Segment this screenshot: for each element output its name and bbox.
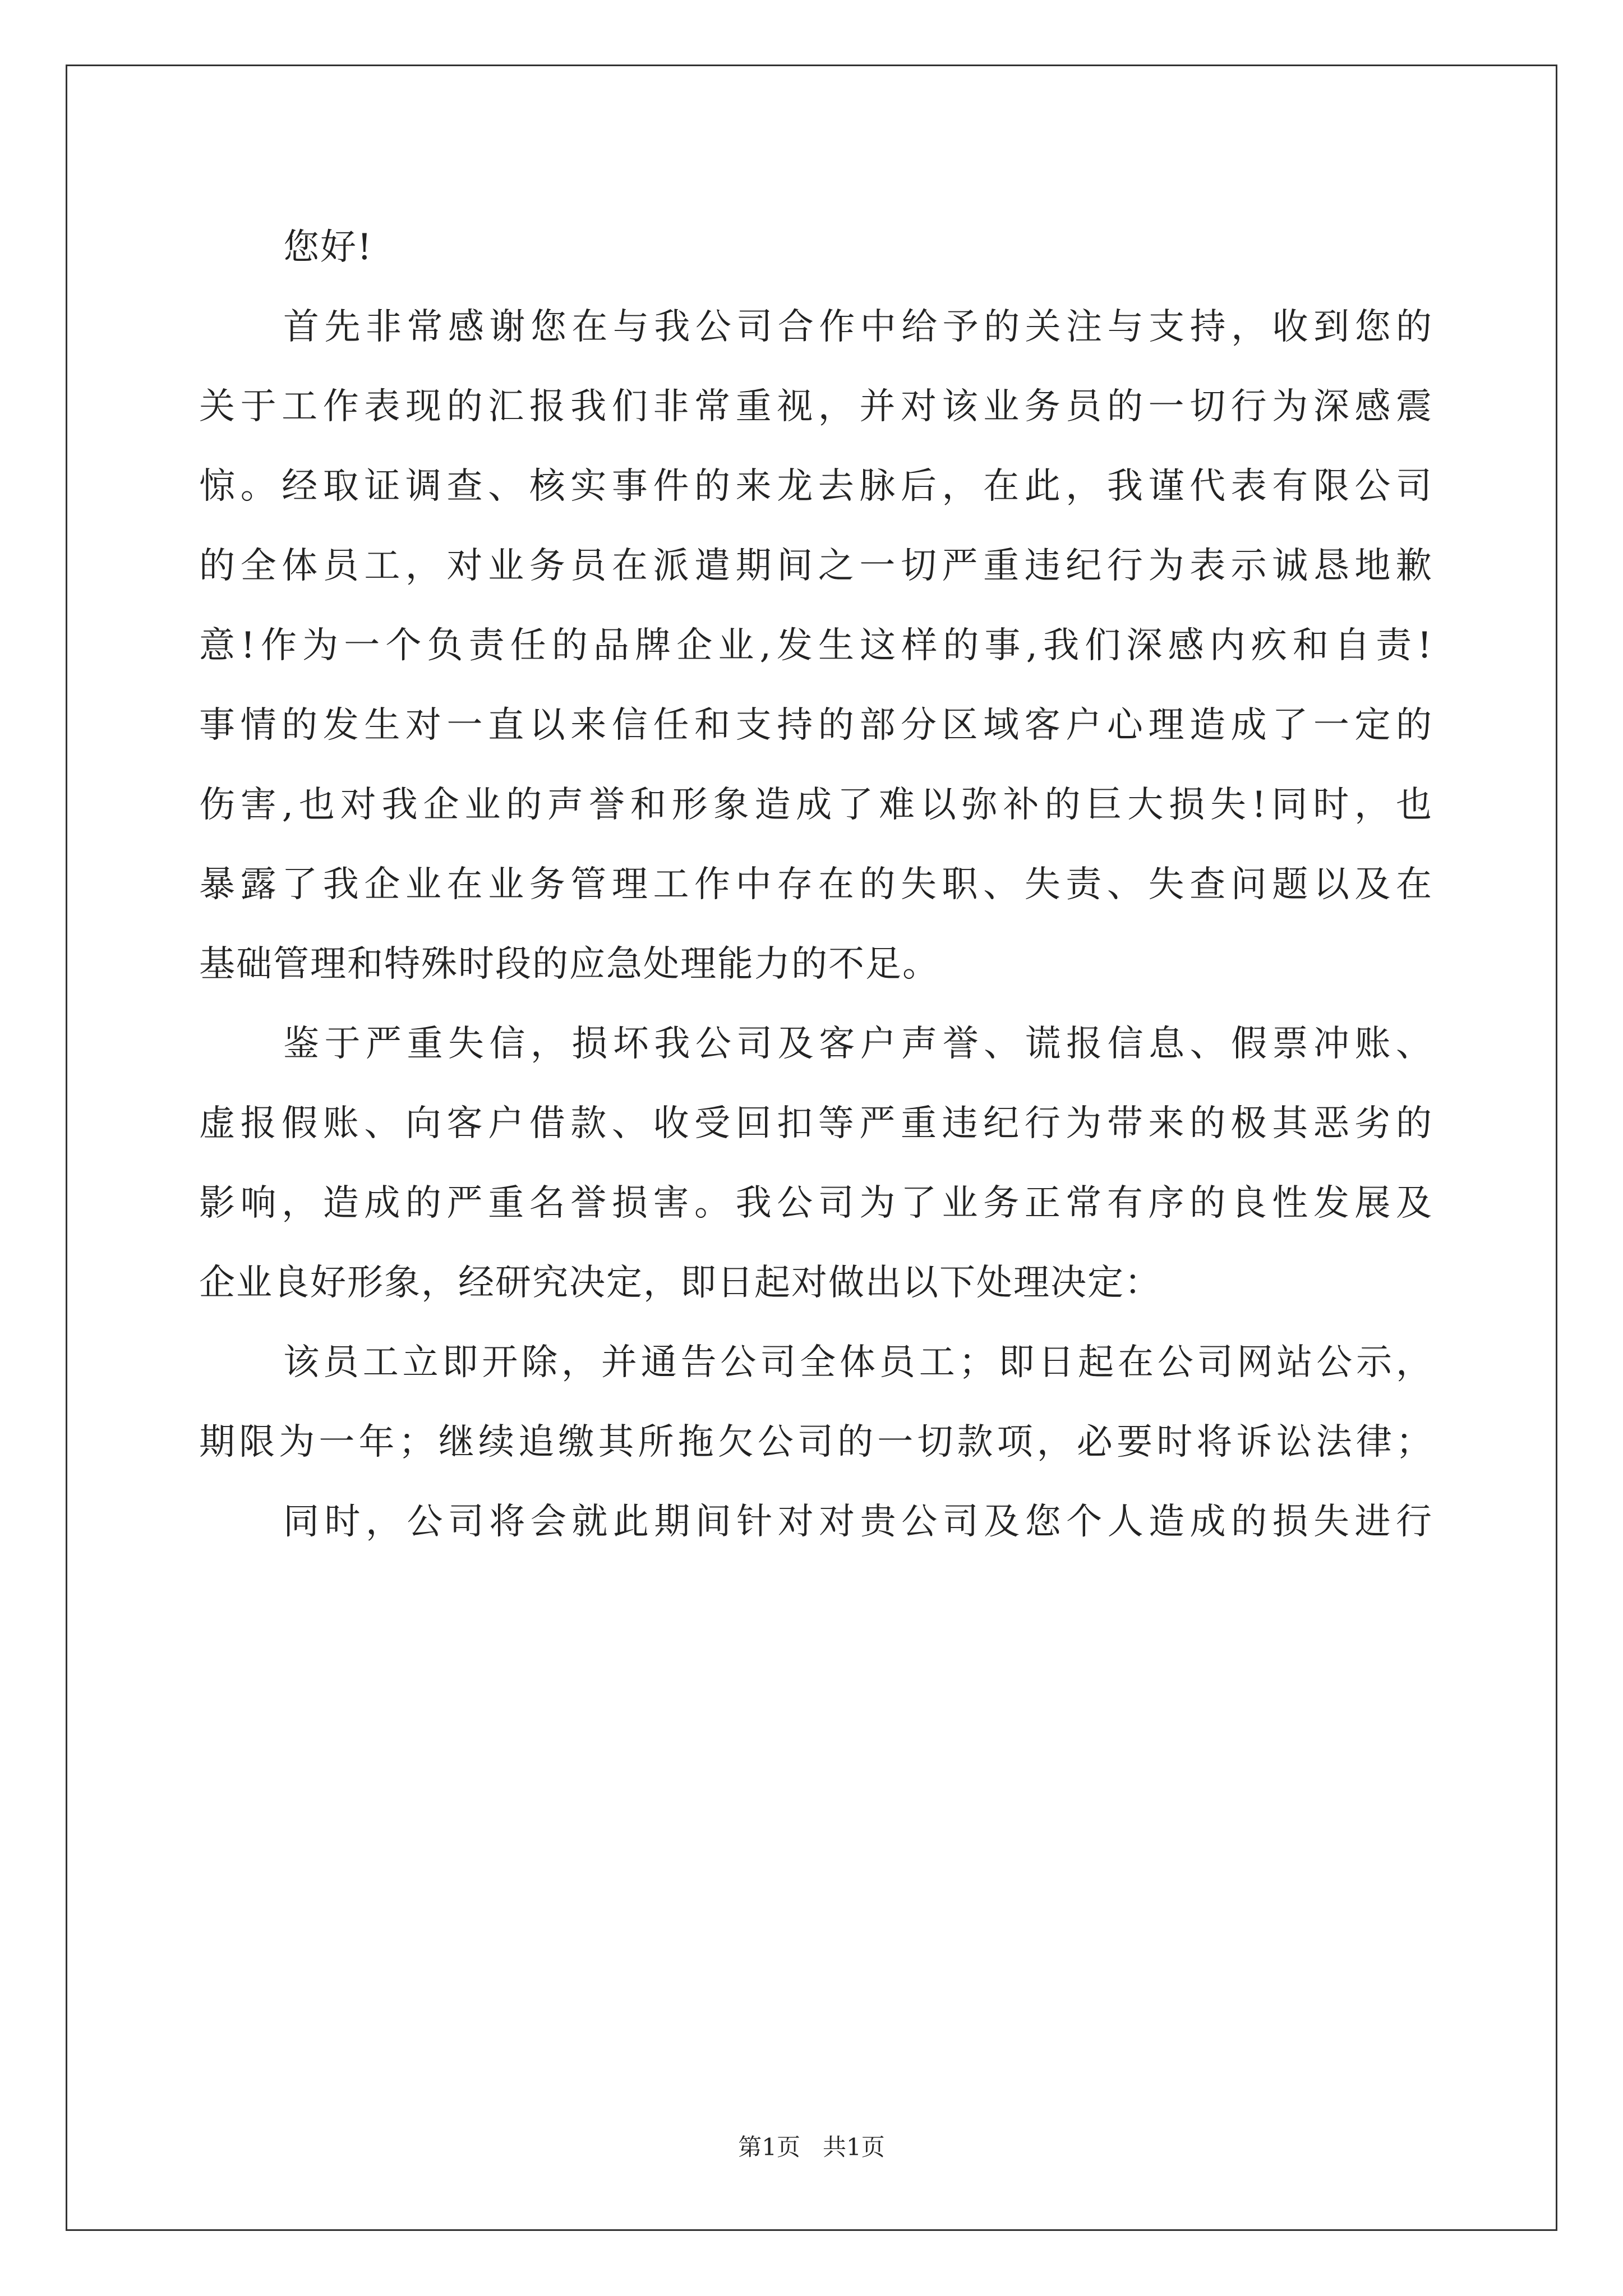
text-line: 企业良好形象，经研究决定，即日起对做出以下处理决定： — [199, 1262, 1161, 1304]
text-line: 影响，造成的严重名誉损害。我公司为了业务正常有序的良性发展及 — [199, 1182, 1433, 1224]
text-line: 关于工作表现的汇报我们非常重视，并对该业务员的一切行为深感震 — [199, 386, 1433, 427]
text-line: 惊。经取证调查、核实事件的来龙去脉后，在此，我谨代表有限公司 — [199, 466, 1433, 507]
page-total: 共1页 — [823, 2133, 885, 2161]
letter-body — [199, 208, 1433, 1562]
text-line: 暴露了我企业在业务管理工作中存在的失职、失责、失查问题以及在 — [199, 864, 1433, 905]
text-line: 伤害,也对我企业的声誉和形象造成了难以弥补的巨大损失!同时，也 — [199, 784, 1433, 826]
text-line: 该员工立即开除，并通告公司全体员工；即日起在公司网站公示， — [283, 1342, 1433, 1383]
text-line: 事情的发生对一直以来信任和支持的部分区域客户心理造成了一定的 — [199, 705, 1433, 746]
greeting-line: 您好! — [283, 227, 373, 268]
page-number: 第1页 — [738, 2133, 800, 2161]
text-line: 基础管理和特殊时段的应急处理能力的不足。 — [199, 944, 939, 985]
text-line: 期限为一年；继续追缴其所拖欠公司的一切款项，必要时将诉讼法律； — [199, 1421, 1433, 1463]
text-line: 意!作为一个负责任的品牌企业,发生这样的事,我们深感内疚和自责! — [199, 625, 1433, 666]
text-line: 的全体员工，对业务员在派遣期间之一切严重违纪行为表示诚恳地歉 — [199, 545, 1433, 587]
text-line: 首先非常感谢您在与我公司合作中给予的关注与支持，收到您的 — [283, 306, 1433, 348]
text-line: 虚报假账、向客户借款、收受回扣等严重违纪行为带来的极其恶劣的 — [199, 1103, 1433, 1144]
page-footer — [0, 2129, 1623, 2162]
text-line: 鉴于严重失信，损坏我公司及客户声誉、谎报信息、假票冲账、 — [283, 1023, 1433, 1065]
text-line: 同时，公司将会就此期间针对对贵公司及您个人造成的损失进行 — [283, 1501, 1433, 1543]
